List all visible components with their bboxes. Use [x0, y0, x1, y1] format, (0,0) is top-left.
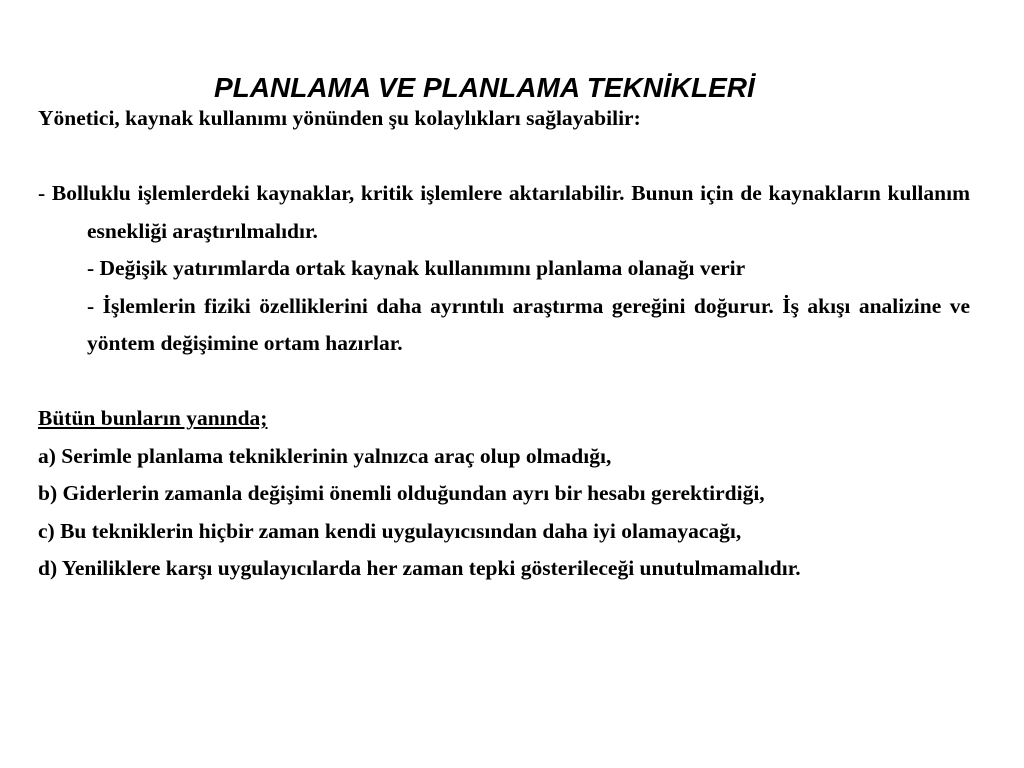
slide-title: PLANLAMA VE PLANLAMA TEKNİKLERİ: [214, 72, 755, 103]
intro-text: Yönetici, kaynak kullanımı yönünden şu kolaylıkları sağlayabilir:: [38, 106, 641, 130]
spacer: [38, 138, 970, 176]
list-item: a) Serimle planlama tekniklerinin yalnızca araç olup olmadığı,: [38, 443, 612, 468]
list-item: b) Giderlerin zamanla değişimi önemli olduğundan ayrı bir hesabı gerektirdiği,: [38, 481, 765, 505]
bullet-item: - Değişik yatırımlarda ortak kaynak kullanımını planlama olanağı verir: [87, 256, 746, 280]
bullet-item: - Bolluklu işlemlerdeki kaynaklar, kritik işlemlere aktarılabilir. Bunun için de kaynakların kullanım esnekliği araştırılmalıdır.: [38, 181, 970, 243]
list-item: c) Bu tekniklerin hiçbir zaman kendi uygulayıcısından daha iyi olamayacağı,: [38, 518, 742, 543]
section-heading: Bütün bunların yanında;: [38, 406, 268, 430]
slide-body: [38, 100, 970, 588]
spacer: [38, 363, 970, 401]
list-item: d) Yeniliklere karşı uygulayıcılarda her zaman tepki gösterileceği unutulmamalıdır.: [38, 556, 801, 580]
bullet-item: - İşlemlerin fiziki özelliklerini daha ayrıntılı araştırma gereğini doğurur. İş akışı analizine ve yöntem değişimine ortam hazırlar.: [87, 293, 970, 355]
